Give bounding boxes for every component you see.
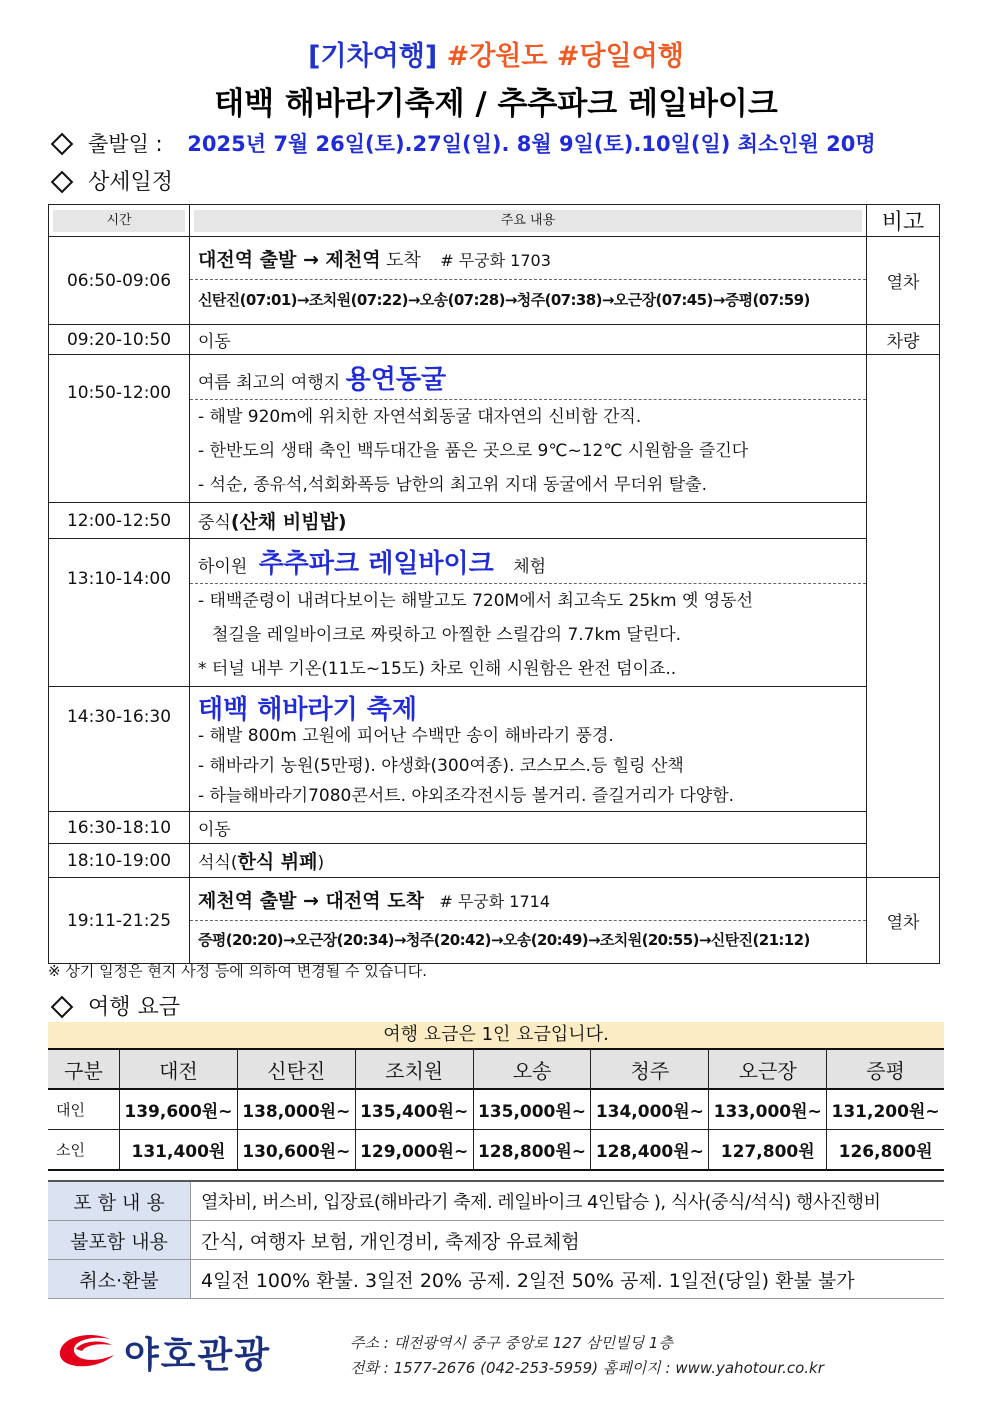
tag-train-trip: [기차여행] [308, 41, 438, 72]
header-content: 주요 내용 [194, 210, 862, 232]
diamond-bullet-icon [51, 170, 74, 193]
fare-banner: 여행 요금은 1인 요금입니다. [48, 1022, 944, 1050]
schedule-row: 13:10-14:00 하이원 추추파크 레일바이크 체험 - 태백준령이 내려다보이는 해발고도 720M에서 최고속도 25km 옛 영동선 철길을 레일바이크로 짜릿하고 아찔한 스릴감의 7.7km 달린다. * 터널 내부 기온(11도~15도) 차로 인해 시원함은 완전 덤이죠.. [49, 539, 940, 687]
row-time: 06:50-09:06 [49, 237, 190, 325]
fare-adult-row: 대인 139,600원~ 138,000원~ 135,400원~ 135,000원~ 134,000원~ 133,000원~ 131,200원~ [48, 1089, 944, 1130]
dinner-menu: 한식 뷔페 [237, 851, 318, 873]
fare-table [48, 1050, 944, 1171]
place-rail-bike: 추추파크 레일바이크 [258, 549, 494, 579]
train-return: 제천역 출발 → 대전역 도착 [198, 890, 424, 912]
departure-line [48, 128, 876, 158]
cancel-row: 취소·환불 4일전 100% 환불. 3일전 20% 공제. 2일전 50% 공제. 1일전(당일) 환불 불가 [48, 1260, 944, 1299]
lunch-menu: (산채 비빔밥) [230, 511, 347, 533]
schedule-row: 10:50-12:00 여름 최고의 여행지 용연동굴 - 해발 920m에 위치한 자연석회동굴 대자연의 신비함 간직. - 한반도의 생태 축인 백두대간을 품은 곳으로 9℃~12℃ 시원함을 즐긴다 - 석순, 종유석,석회화폭등 남한의 최고위 지대 동굴에서 무더위 탈출. [49, 355, 940, 503]
header-tags [0, 34, 992, 73]
train-route: 신탄진(07:01)→조치원(07:22)→오송(07:28)→청주(07:38)→오근장(07:45)→증평(07:59) [198, 291, 810, 309]
excluded-row: 불포함 내용 간식, 여행자 보험, 개인경비, 축제장 유료체험 [48, 1221, 944, 1260]
diamond-bullet-icon [51, 132, 74, 155]
included-row: 포 함 내 용 열차비, 버스비, 입장료(해바라기 축제. 레일바이크 4인탑승 ), 식사(중식/석식) 행사진행비 [48, 1181, 944, 1221]
company-contact: 전화 : 1577-2676 (042-253-5959) 홈페이지 : www.yahotour.co.kr [350, 1359, 824, 1377]
company-logo [52, 1325, 342, 1376]
header-time: 시간 [53, 210, 185, 232]
header-note: 비고 [881, 210, 925, 235]
company-name: 야호관광 [124, 1335, 272, 1376]
row-note: 열차 [867, 237, 940, 325]
place-sunflower-festival: 태백 해바라기 축제 [198, 695, 418, 725]
departure-dates: 2025년 7월 26일(토).27일(일). 8월 9일(토).10일(일) 최소인원 20명 [187, 132, 876, 156]
schedule-table [48, 204, 940, 964]
departure-label: 출발일 : [88, 132, 163, 156]
company-address: 주소 : 대전광역시 중구 중앙로 127 삼민빌딩 1층 [350, 1334, 673, 1352]
excluded-items: 간식, 여행자 보험, 개인경비, 축제장 유료체험 [191, 1221, 945, 1260]
schedule-row: 12:00-12:50 중식(산채 비빔밥) [49, 503, 940, 539]
schedule-header-row [49, 205, 940, 237]
train-route: 증평(20:20)→오근장(20:34)→청주(20:42)→오송(20:49)→조치원(20:55)→신탄진(21:12) [198, 931, 810, 949]
tag-gangwon: #강원도 [446, 41, 548, 72]
schedule-row: 19:11-21:25 제천역 출발 → 대전역 도착 # 무궁화 1714 증평(20:20)→오근장(20:34)→청주(20:42)→오송(20:49)→조치원(20:55)→신탄진(21:12) 열차 [49, 878, 940, 964]
fare-header-row: 구분 대전 신탄진 조치원 오송 청주 오근장 증평 [48, 1050, 944, 1089]
schedule-notice: ※ 상기 일정은 현지 사정 등에 의하여 변경될 수 있습니다. [48, 962, 428, 980]
cancel-policy: 4일전 100% 환불. 3일전 20% 공제. 2일전 50% 공제. 1일전(당일) 환불 불가 [191, 1260, 945, 1299]
included-items: 열차비, 버스비, 입장료(해바라기 축제. 레일바이크 4인탑승 ), 식사(중식/석식) 행사진행비 [191, 1181, 945, 1221]
page-title: 태백 해바라기축제 / 추추파크 레일바이크 [214, 86, 778, 122]
fare-heading: 여행 요금 [48, 990, 180, 1021]
schedule-row: 09:20-10:50 이동 차량 [49, 325, 940, 355]
train-number: # 무궁화 1703 [440, 251, 551, 270]
fare-child-row: 소인 131,400원 130,600원~ 129,000원~ 128,800원~ 128,400원~ 127,800원 126,800원 [48, 1130, 944, 1171]
row-note-empty [867, 355, 940, 878]
train-number: # 무궁화 1714 [439, 892, 550, 911]
place-yongyeon-cave: 용연동굴 [345, 365, 447, 395]
schedule-row: 06:50-09:06 대전역 출발 → 제천역 도착 # 무궁화 1703 신탄진(07:01)→조치원(07:22)→오송(07:28)→청주(07:38)→오근장(07:45)→증평(07:59) 열차 [49, 237, 940, 325]
schedule-row: 16:30-18:10 이동 [49, 812, 940, 844]
tag-day-trip: #당일여행 [556, 41, 684, 72]
diamond-bullet-icon [51, 995, 74, 1018]
info-table [48, 1180, 944, 1299]
train-departure: 대전역 출발 → 제천역 [198, 249, 381, 271]
schedule-heading: 상세일정 [48, 165, 173, 196]
schedule-row: 14:30-16:30 태백 해바라기 축제 - 해발 800m 고원에 피어난 수백만 송이 해바라기 풍경. - 해바라기 농원(5만평). 야생화(300여종). 코스모스.등 힐링 산책 - 하늘해바라기7080콘서트. 야외조각전시등 볼거리. 즐길거리가 다양함. [49, 687, 940, 812]
schedule-row: 18:10-19:00 석식(한식 뷔페) [49, 844, 940, 878]
